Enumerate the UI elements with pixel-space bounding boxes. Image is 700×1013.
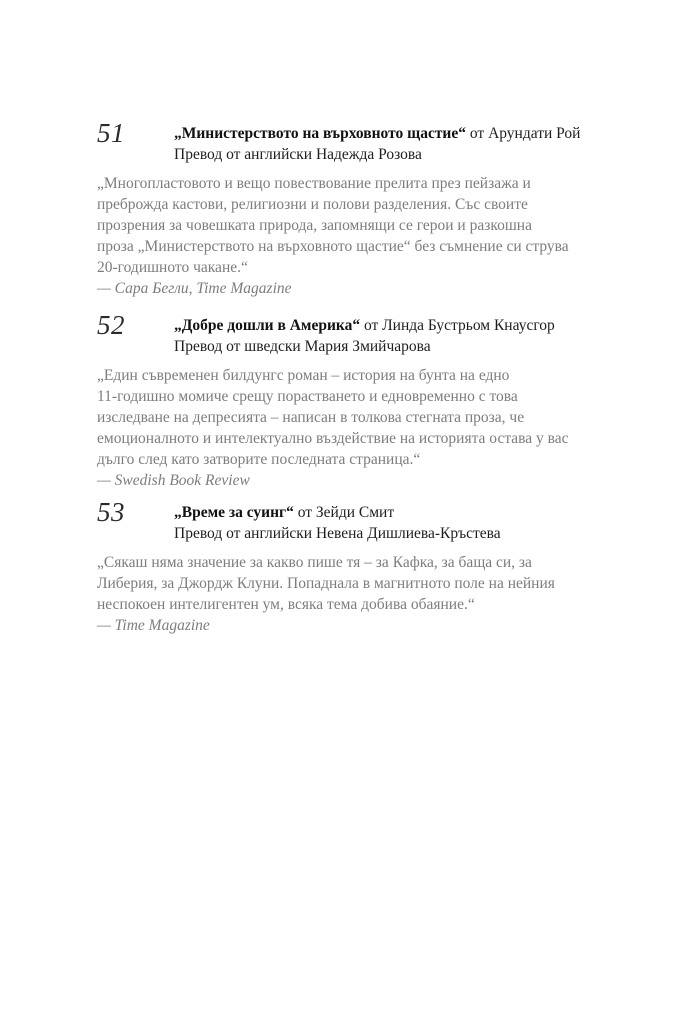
quote-line: прозрения за човешката природа, запомнящи се герои и разкошна [97,217,532,234]
quote-line: емоционалното и интелектуално въздействие на историята остава у вас [97,430,569,447]
quote-line: „Многопластовото и вещо повествование прелита през пейзажа и [97,175,531,192]
entry-number: 53 [97,497,125,527]
quote-attribution: — Time Magazine [97,617,210,634]
review-quote [97,552,597,636]
quote-line: неспокоен интелигентен ум, всяка тема добива обаяние.“ [97,596,475,613]
quote-line: проза „Министерството на върховното щастие“ без съмнение си струва [97,238,569,255]
translator-line: Превод от шведски Мария Змийчарова [174,338,431,355]
translator-line: Превод от английски Невена Дишлиева-Кръстева [174,525,501,542]
book-title: „Време за суинг“ [174,504,294,521]
book-author: от Арундати Рой [466,125,581,142]
quote-line: дълго след като затворите последната страница.“ [97,451,421,468]
quote-line: Либерия, за Джордж Клуни. Попаднала в магнитното поле на нейния [97,575,555,592]
book-author: от Линда Бустрьом Кнаусгор [360,317,555,334]
quote-line: „Сякаш няма значение за какво пише тя – за Кафка, за баща си, за [97,554,532,571]
quote-line: преброжда кастови, религиозни и полови разделения. Със своите [97,196,528,213]
book-author: от Зейди Смит [293,504,395,521]
quote-line: 20-годишното чакане.“ [97,259,248,276]
quote-attribution: — Сара Бегли, Time Magazine [97,280,292,297]
entry-header [174,502,614,544]
book-title: „Министерството на върховното щастие“ [174,125,466,142]
book-title: „Добре дошли в Америка“ [174,317,361,334]
quote-line: „Един съвременен билдунгс роман – история на бунта на едно [97,367,510,384]
review-quote [97,173,597,299]
quote-attribution: — Swedish Book Review [97,472,250,489]
review-quote [97,365,597,491]
translator-line: Превод от английски Надежда Розова [174,146,422,163]
entry-header [174,123,614,165]
quote-line: изследване на депресията – написан в толкова стегната проза, че [97,409,525,426]
entry-header [174,315,614,357]
entry-number: 52 [97,310,125,340]
entry-number: 51 [97,118,125,148]
quote-line: 11-годишно момиче срещу порастването и едновременно с това [97,388,518,405]
